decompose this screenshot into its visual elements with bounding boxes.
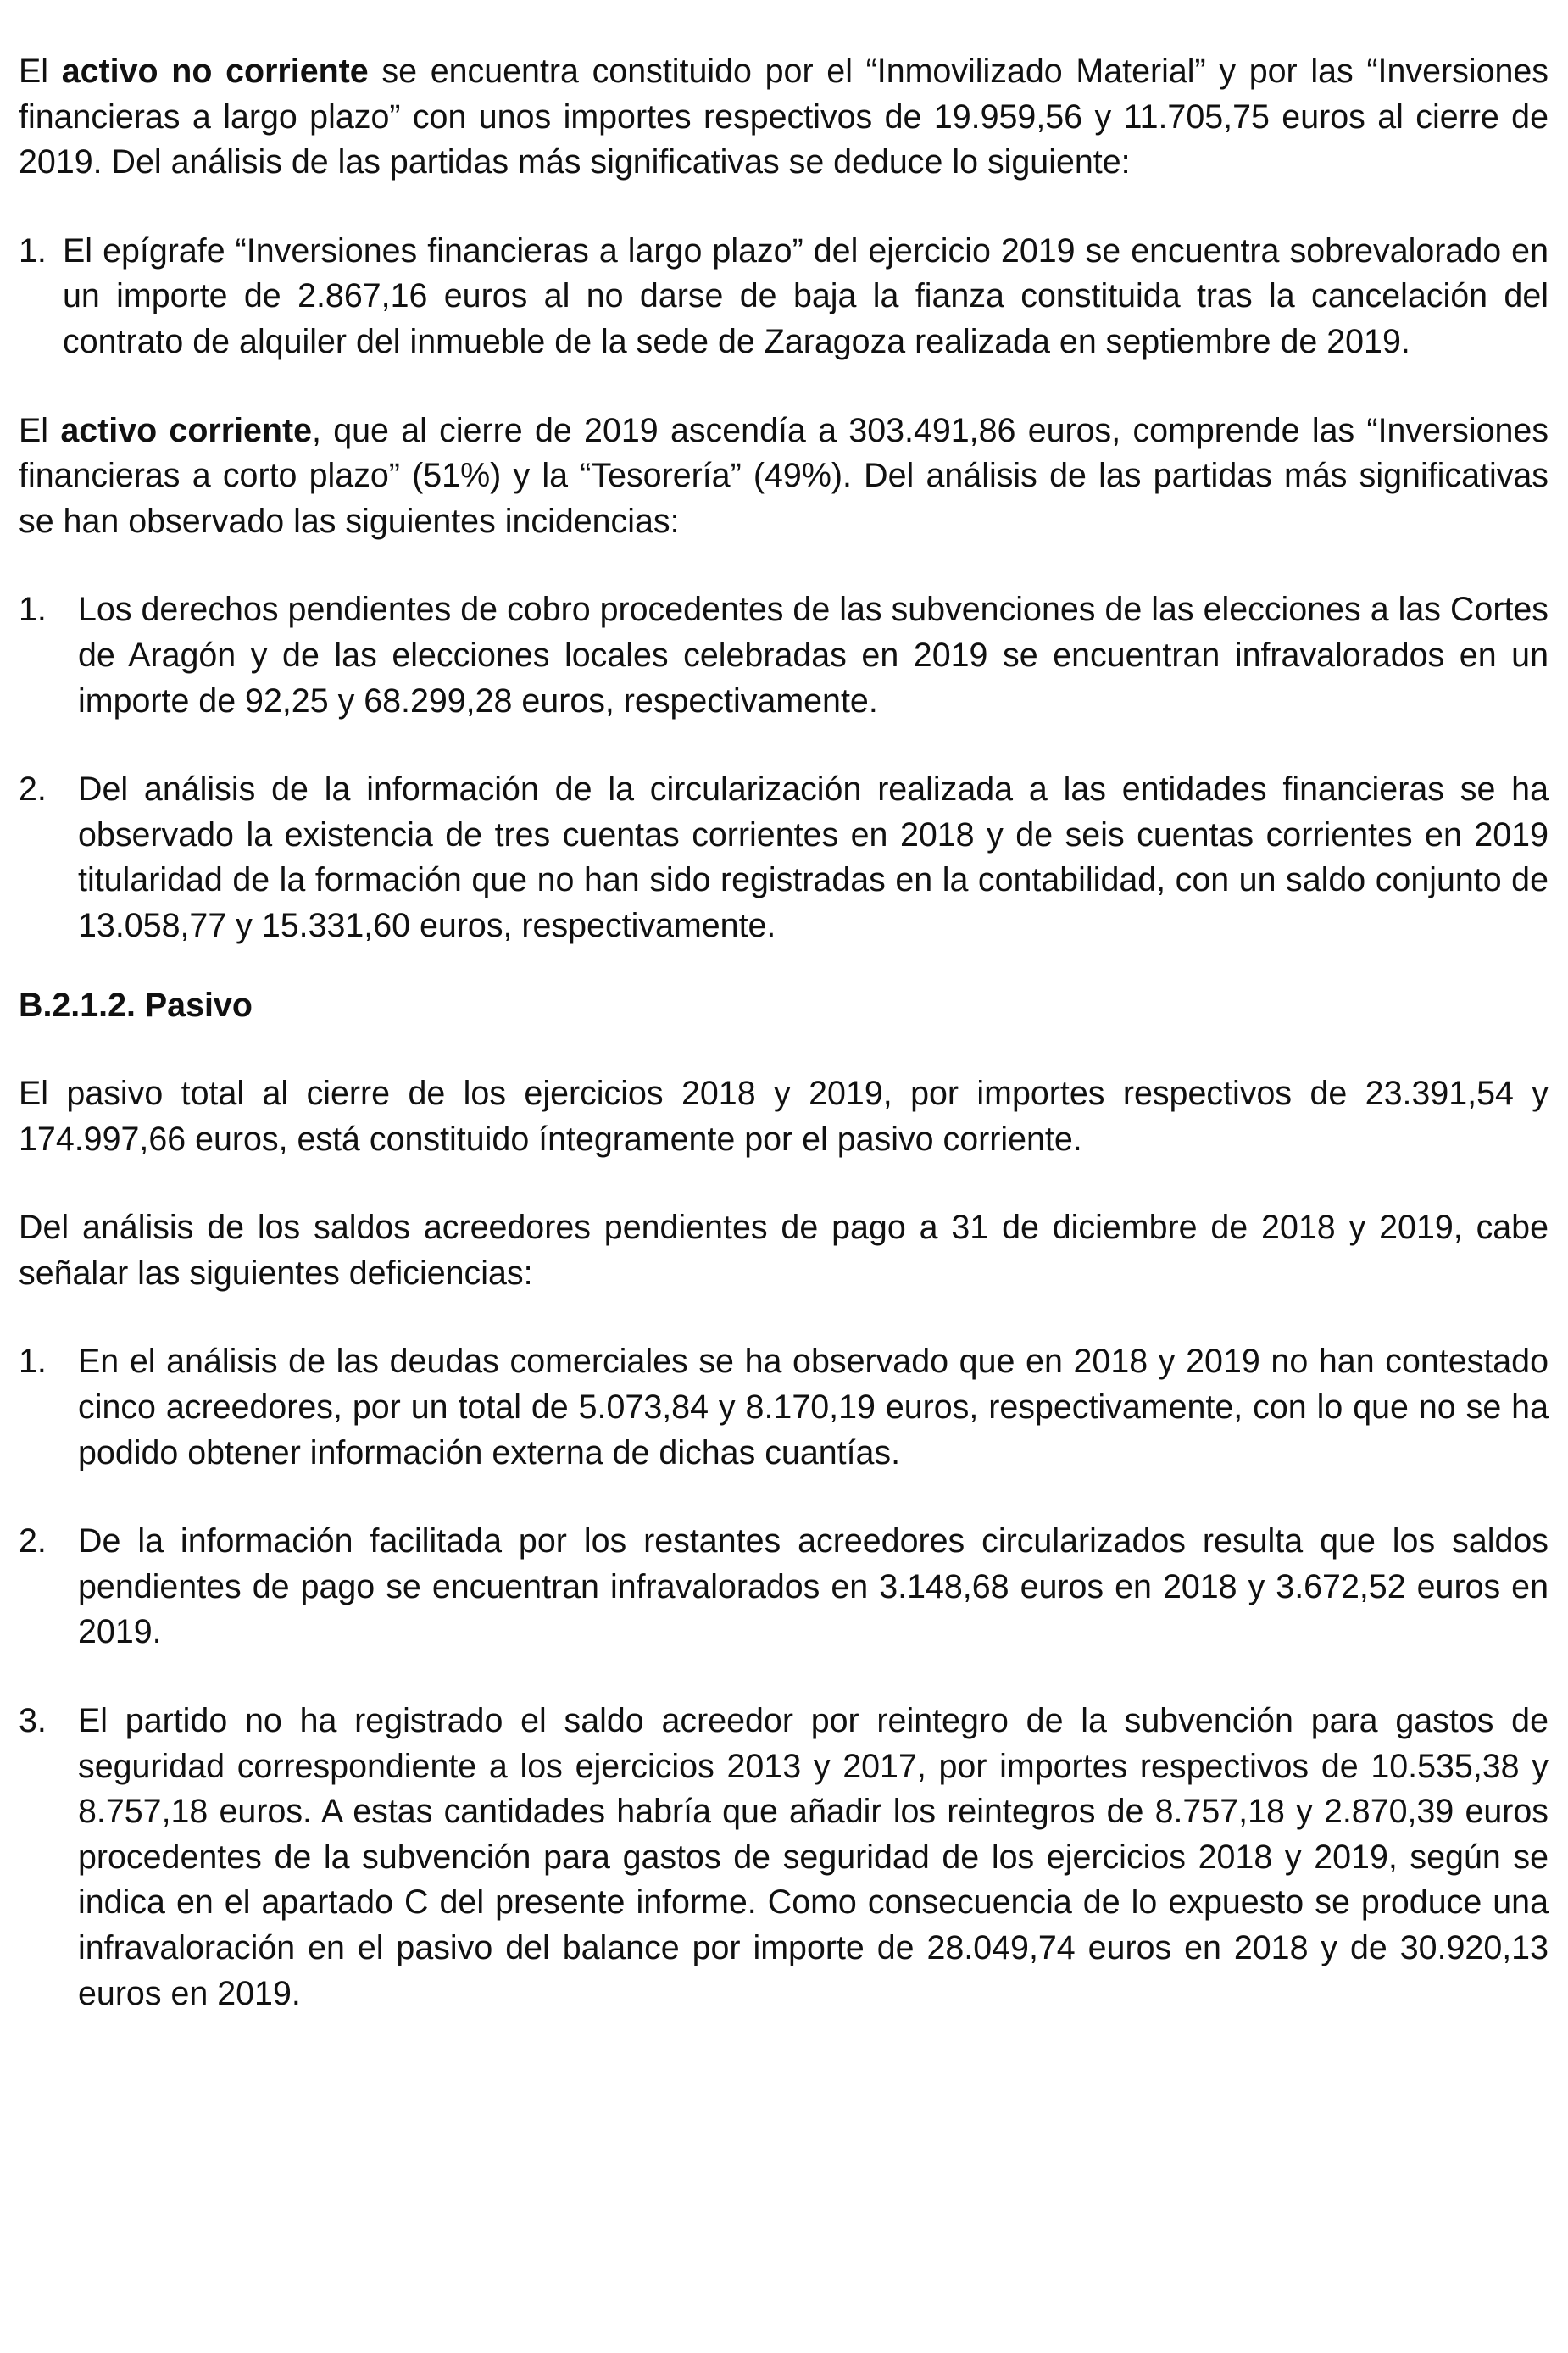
list-item-number: 2. xyxy=(19,1522,47,1560)
list-item-text: De la información facilitada por los restantes acreedores circularizados resulta que los saldos pendientes de pago se encuentran infravalorados en 3.148,68 euros en 2018 y 3.672,52 euros en 2019. xyxy=(78,1522,1549,1651)
list-item-number: 1. xyxy=(19,591,47,629)
list-item-number: 1. xyxy=(19,1343,47,1381)
bold-term-activo-no-corriente: activo no corriente xyxy=(61,53,369,90)
list-item-text: En el análisis de las deudas comerciales se ha observado que en 2018 y 2019 no han contestado cinco acreedores, por un total de 5.073,84 y 8.170,19 euros, respectivamente, con lo que no se ha podido obtener información externa de dichas cuantías. xyxy=(78,1343,1549,1471)
paragraph-activo-no-corriente xyxy=(19,49,1549,186)
list-item-text: El epígrafe “Inversiones financieras a largo plazo” del ejercicio 2019 se encuentra sobrevalorado en un importe de 2.867,16 euros al no darse de baja la fianza constituida tras la cancelación del contrato de alquiler del inmueble de la sede de Zaragoza realizada en septiembre de 2019. xyxy=(63,231,1549,360)
list-item xyxy=(19,229,1549,365)
section-heading-pasivo: B.2.1.2. Pasivo xyxy=(19,986,253,1024)
list-activo-no-corriente xyxy=(19,229,1549,365)
list-item-text: El partido no ha registrado el saldo acreedor por reintegro de la subvención para gastos de seguridad correspondiente a los ejercicios 2013 y 2017, por importes respectivos de 10.535,38 y 8.757,18 euros. A estas cantidades habría que añadir los reintegros de 8.757,18 y 2.870,39 euros procedentes de la subvención para gastos de seguridad de los ejercicios 2018 y 2019, según se indica en el apartado C del presente informe. Como consecuencia de lo expuesto se produce una infravaloración en el pasivo del balance por importe de 28.049,74 euros en 2018 y de 30.920,13 euros en 2019. xyxy=(78,1702,1549,2012)
paragraph-activo-corriente xyxy=(19,409,1549,545)
list-item-number: 2. xyxy=(19,770,47,809)
list-item xyxy=(19,1699,1549,2016)
list-item xyxy=(19,587,1549,724)
list-activo-corriente xyxy=(19,587,1549,948)
list-item xyxy=(19,1339,1549,1476)
list-item-text: Del análisis de la información de la circularización realizada a las entidades financieras se ha observado la existencia de tres cuentas corrientes en 2018 y de seis cuentas corrientes en 2019 titularidad de la formación que no han sido registradas en la contabilidad, con un saldo conjunto de 13.058,77 y 15.331,60 euros, respectivamente. xyxy=(78,770,1549,944)
paragraph-text: se encuentra constituido por el “Inmovilizado Material” y por las “Inversiones financieras a largo plazo” con unos importes respectivos de 19.959,56 y 11.705,75 euros al cierre de 2019. Del análisis de las partidas más significativas se deduce lo siguiente: xyxy=(19,53,1549,181)
list-item xyxy=(19,767,1549,948)
bold-term-activo-corriente: activo corriente xyxy=(60,411,313,449)
paragraph-text: , que al cierre de 2019 ascendía a 303.491,86 euros, comprende las “Inversiones financieras a corto plazo” (51%) y la “Tesorería” (49%). Del análisis de las partidas más significativas se han observado las siguientes incidencias: xyxy=(19,411,1549,540)
list-item-number: 3. xyxy=(19,1702,47,1740)
paragraph-prefix: El xyxy=(19,411,61,449)
paragraph-pasivo-total: El pasivo total al cierre de los ejercicios 2018 y 2019, por importes respectivos de 23.391,54 y 174.997,66 euros, está constituido íntegramente por el pasivo corriente. xyxy=(19,1075,1549,1158)
list-item-text: Los derechos pendientes de cobro procedentes de las subvenciones de las elecciones a las Cortes de Aragón y de las elecciones locales celebradas en 2019 se encuentran infravalorados en un importe de 92,25 y 68.299,28 euros, respectivamente. xyxy=(78,591,1549,720)
paragraph-saldos-acreedores: Del análisis de los saldos acreedores pendientes de pago a 31 de diciembre de 2018 y 2019, cabe señalar las siguientes deficiencias: xyxy=(19,1209,1549,1292)
list-deficiencias xyxy=(19,1339,1549,2016)
document-content xyxy=(19,49,1549,2016)
paragraph-prefix: El xyxy=(19,53,62,90)
list-item xyxy=(19,1519,1549,1655)
list-item-number: 1. xyxy=(19,231,47,270)
